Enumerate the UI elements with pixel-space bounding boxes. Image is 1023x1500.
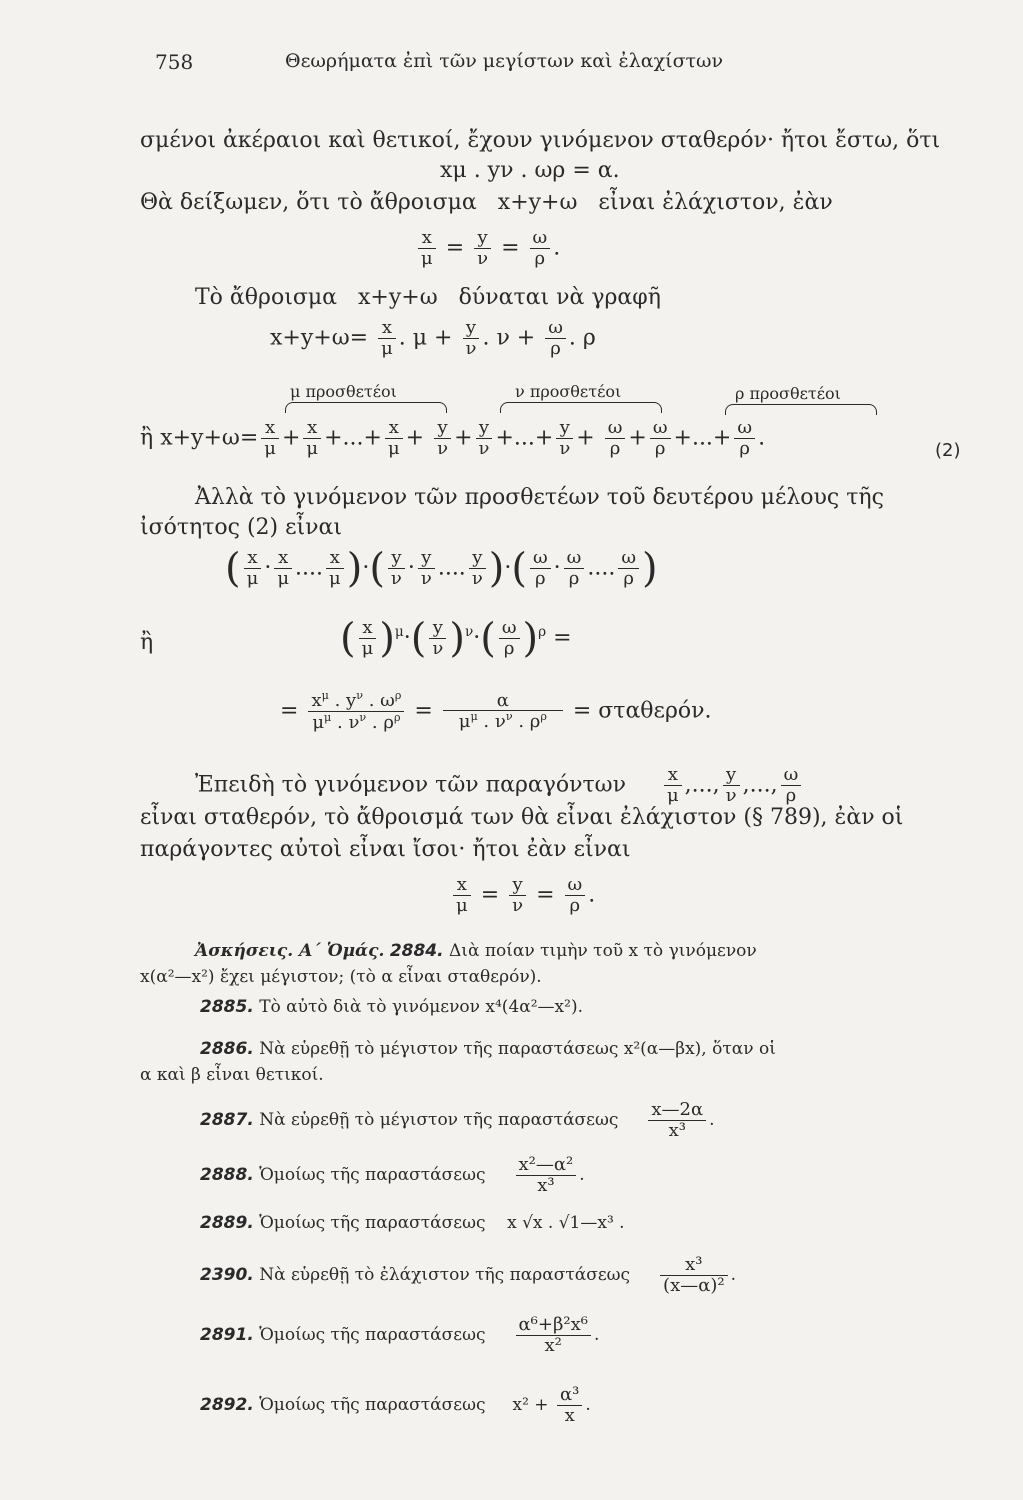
- exercise-number: 2887.: [200, 1109, 254, 1130]
- expr-denominator: x: [564, 1404, 575, 1426]
- brace-mu: [285, 402, 447, 413]
- exercise-2887: 2887. Νὰ εὑρεθῇ τὸ μέγιστον τῆς παραστάσεως $\frac{x—2\alpha}{\text{x³}}$ .: [200, 1099, 715, 1141]
- exercise-text: Διὰ ποίαν τιμὴν τοῦ x τὸ γινόμενον: [449, 941, 757, 961]
- equality-condition-1: $\frac{x}{\mu}$ = $\frac{y}{\nu}$ = $\frac{\omega}{\rho}$ .: [415, 228, 560, 269]
- equation-number-2: (2): [935, 440, 961, 461]
- exercise-2884: [195, 940, 757, 962]
- expr-numerator: x—2α: [648, 1100, 706, 1121]
- exercise-text: Νὰ εὑρεθῇ τὸ μέγιστον τῆς παραστάσεως: [259, 1109, 619, 1130]
- powers-product: ( $\frac{x}{\mu}$ )$^\mu$·( $\frac{y}{\nu}$ )$^\nu$·( $\frac{\omega}{\rho}$ )$^\rho$ =: [340, 615, 572, 662]
- decomposition-equation: x+y+ω= $\frac{x}{\mu}$ . μ + $\frac{y}{\nu}$ . ν + $\frac{\omega}{\rho}$ . ρ: [270, 317, 596, 359]
- result-text: σταθερόν.: [598, 698, 712, 724]
- expr-denominator: x³: [537, 1174, 555, 1196]
- exercise-number: 2888.: [200, 1164, 254, 1185]
- eta-1: ἢ: [140, 425, 154, 451]
- exercise-text: Ὁμοίως τῆς παραστάσεως: [259, 1164, 486, 1185]
- brace-label-rho: ρ προσθετέοι: [735, 384, 841, 403]
- brace-nu: [500, 402, 662, 413]
- sum-expression-2: x+y+ω: [357, 285, 438, 310]
- result-equation: = $\frac{x^\mu . y^\nu . \omega^\rho}{\mu^\mu . \nu^\nu . \rho^\rho}$ = $\frac{\alpha}{\mu^\mu . \nu^\nu . \rho^\rho}$ = σταθερόν.: [280, 689, 712, 733]
- exercise-number: 2886.: [200, 1039, 254, 1059]
- exercise-number: 2889.: [200, 1213, 254, 1233]
- paragraph-1: Ἀλλὰ τὸ γινόμενον τῶν προσθετέων τοῦ δευτέρου μέλους τῆς: [195, 485, 884, 510]
- exercise-2888: 2888. Ὁμοίως τῆς παραστάσεως $\frac{\text{x²—α²}}{\text{x³}}$ .: [200, 1154, 585, 1196]
- sum-lhs-2: x+y+ω=: [160, 425, 259, 451]
- text-line-3c: δύναται νὰ γραφῆ: [458, 285, 661, 310]
- text-line-1: σμένοι ἀκέραιοι καὶ θετικοί, ἔχουν γινόμενον σταθερόν· ἤτοι ἔστω, ὅτι: [140, 128, 941, 153]
- exercise-2884-cont: x(α²—x²) ἔχει μέγιστον; (τὸ α εἶναι σταθερόν).: [140, 967, 542, 987]
- expr-numerator: x³: [660, 1255, 728, 1276]
- running-title: Θεωρήματα ἐπὶ τῶν μεγίστων καὶ ἐλαχίστων: [285, 50, 724, 72]
- expr-denominator: (x—α)²: [663, 1274, 725, 1296]
- eta-2: ἢ: [140, 630, 154, 655]
- exercise-2886-cont: α καὶ β εἶναι θετικοί.: [140, 1065, 324, 1085]
- exercise-text: Νὰ εὑρεθῇ τὸ ἐλάχιστον τῆς παραστάσεως: [259, 1264, 631, 1285]
- paragraph-2: Ἐπειδὴ τὸ γινόμενον τῶν παραγόντων $\frac{x}{\mu}$ ,..., $\frac{y}{\nu}$ ,..., $\frac{\omega}{\rho}$: [195, 765, 804, 806]
- brace-label-mu: μ προσθετέοι: [290, 382, 397, 401]
- text-line-2: [140, 190, 833, 216]
- expr-numerator: α³: [557, 1385, 582, 1406]
- text-line-2a: Θὰ δείξωμεν, ὅτι τὸ ἄθροισμα: [140, 190, 477, 215]
- brace-rho: [725, 404, 877, 415]
- sum-lhs: x+y+ω=: [270, 325, 369, 351]
- expanded-sum-equation: ἢ x+y+ω= $\frac{x}{\mu}$ + $\frac{x}{\mu}$ +...+ $\frac{x}{\mu}$ + $\frac{y}{\nu}$ + $\frac{y}{\nu}$ +...+ $\frac{y}{\nu}$ + $\frac{\omega}{\rho}$ + $\frac{\omega}{\rho}$ +...+ $\frac{\omega}{\rho}$ .: [140, 417, 766, 459]
- exercise-2892: 2892. Ὁμοίως τῆς παραστάσεως x² + $\frac{\text{α³}}{x}$ .: [200, 1384, 591, 1426]
- exercise-2885: [200, 996, 583, 1018]
- exercise-number: 2891.: [200, 1324, 254, 1345]
- expr-denominator: x²: [544, 1334, 562, 1356]
- page-number: 758: [155, 50, 194, 74]
- exercise-text: Ὁμοίως τῆς παραστάσεως: [259, 1213, 486, 1233]
- exercise-number: 2892.: [200, 1394, 254, 1415]
- exercise-number: 2390.: [200, 1264, 254, 1285]
- paragraph-4: παράγοντες αὐτοὶ εἶναι ἴσοι· ἤτοι ἐὰν εἶναι: [140, 837, 631, 862]
- equality-condition-2: $\frac{x}{\mu}$ = $\frac{y}{\nu}$ = $\frac{\omega}{\rho}$ .: [450, 875, 595, 916]
- text-line-2c: εἶναι ἐλάχιστον, ἐὰν: [598, 190, 833, 215]
- equation-constant-product: xμ . yν . ωρ = α.: [440, 158, 620, 183]
- exercise-2889: [200, 1212, 625, 1234]
- paragraph-2-text: Ἐπειδὴ τὸ γινόμενον τῶν παραγόντων: [195, 772, 626, 798]
- exercise-text: Νὰ εὑρεθῇ τὸ μέγιστον τῆς παραστάσεως x²(α—βx), ὅταν οἱ: [259, 1039, 776, 1059]
- exercise-text: Τὸ αὐτὸ διὰ τὸ γινόμενον x⁴(4α²—x²).: [259, 997, 583, 1017]
- exercise-2886: [200, 1038, 776, 1060]
- exercises-heading: Ἀσκήσεις. Α΄ Ὁμάς.: [195, 941, 385, 961]
- paragraph-3: εἶναι σταθερόν, τὸ ἄθροισμά των θὰ εἶναι ἐλάχιστον (§ 789), ἐὰν οἱ: [140, 805, 904, 830]
- exercise-2390: 2390. Νὰ εὑρεθῇ τὸ ἐλάχιστον τῆς παραστάσεως $\frac{\text{x³}}{\text{(x—α)²}}$ .: [200, 1254, 737, 1296]
- exercise-2891: 2891. Ὁμοίως τῆς παραστάσεως $\frac{\text{α⁶+β²x⁶}}{\text{x²}}$ .: [200, 1314, 600, 1356]
- text-line-3: [195, 285, 661, 311]
- expr-radicals: x √x . √1—x³ .: [507, 1213, 625, 1233]
- expr-denominator: x³: [668, 1119, 686, 1141]
- exercise-number: 2885.: [200, 997, 254, 1017]
- text-line-3a: Τὸ ἄθροισμα: [195, 285, 337, 310]
- paragraph-1b: ἰσότητος (2) εἶναι: [140, 515, 343, 540]
- product-of-terms: ( $\frac{x}{\mu}$ · $\frac{x}{\mu}$ .... $\frac{x}{\mu}$ )·( $\frac{y}{\nu}$ · $\frac{y}{\nu}$ .... $\frac{y}{\nu}$ )·( $\frac{\omega}{\rho}$ · $\frac{\omega}{\rho}$ .... $\frac{\omega}{\rho}$ ): [225, 545, 658, 592]
- exercise-number: 2884.: [389, 941, 444, 961]
- expr-numerator: α⁶+β²x⁶: [516, 1315, 591, 1336]
- exercise-text: Ὁμοίως τῆς παραστάσεως: [259, 1324, 486, 1345]
- expr-numerator: x²—α²: [516, 1155, 577, 1176]
- expr-prefix: x² +: [512, 1394, 549, 1415]
- exercise-text: Ὁμοίως τῆς παραστάσεως: [259, 1394, 486, 1415]
- sum-expression: x+y+ω: [497, 190, 578, 215]
- brace-label-nu: ν προσθετέοι: [515, 382, 622, 401]
